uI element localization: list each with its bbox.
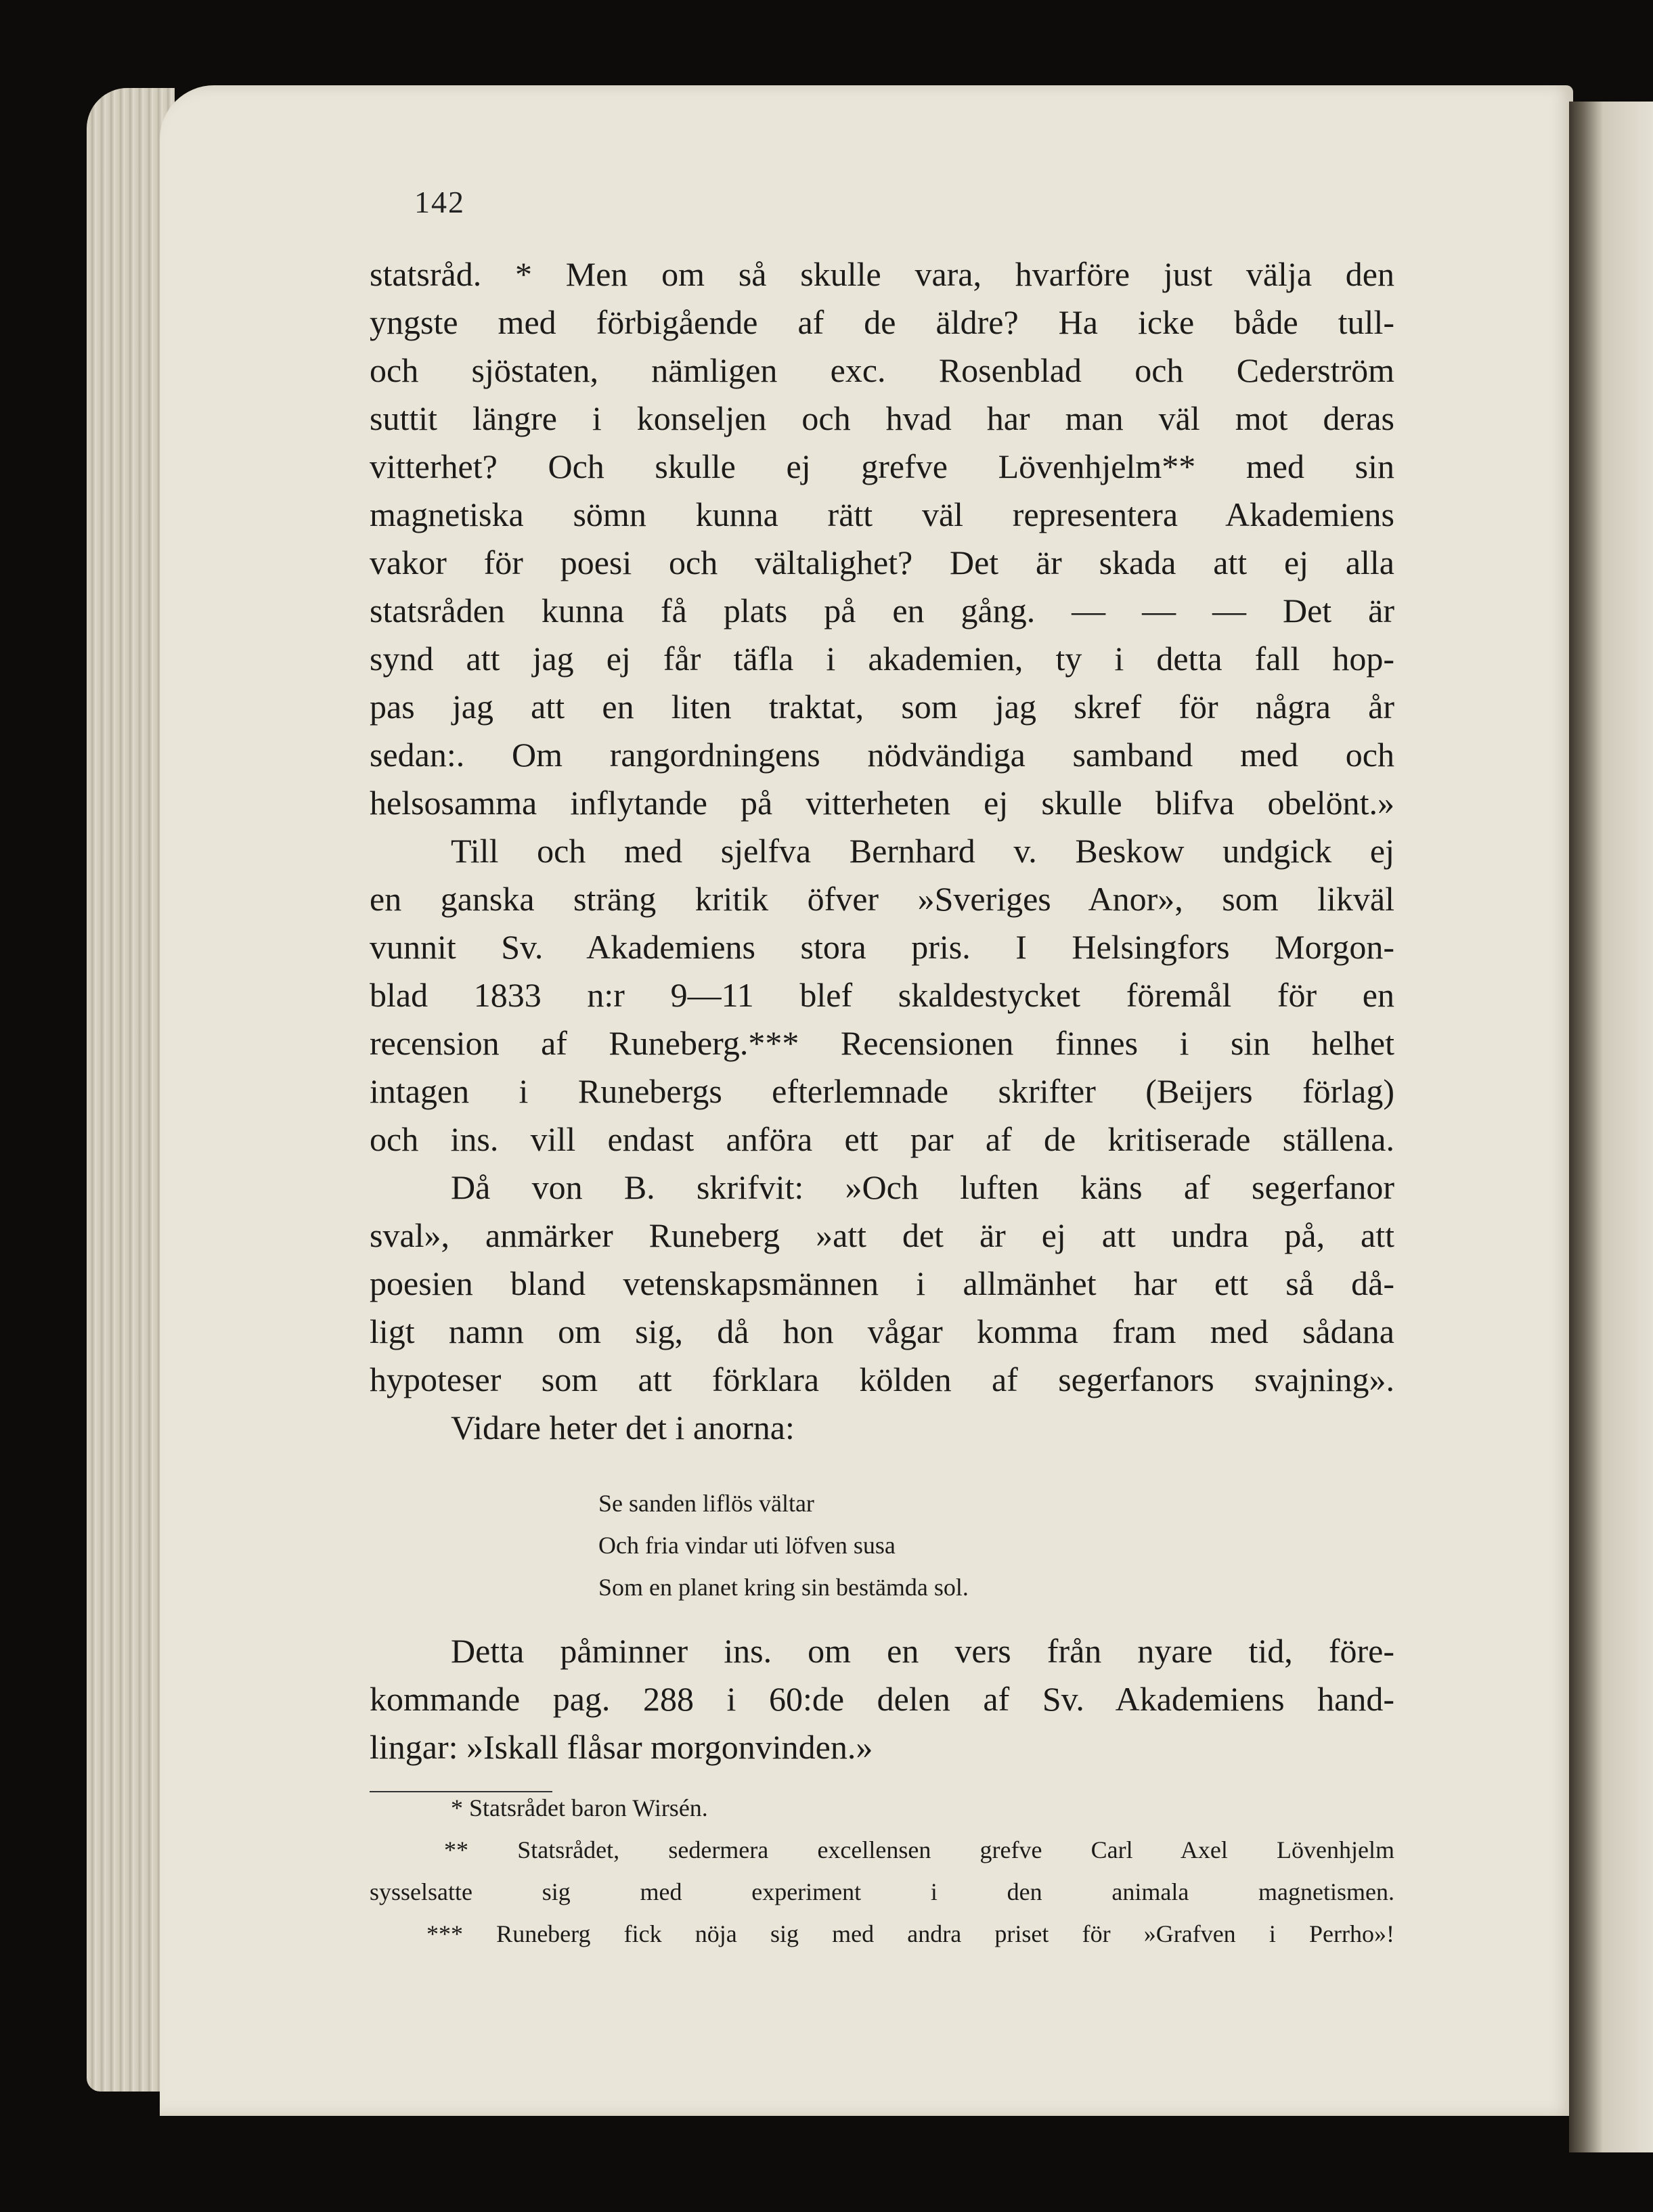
text-line: poesien bland vetenskapsmännen i allmänhet har ett så då- (370, 1264, 1394, 1302)
text-line: intagen i Runebergs efterlemnade skrifter (Beijers förlag) (370, 1072, 1394, 1110)
text-line: vunnit Sv. Akademiens stora pris. I Helsingfors Morgon- (370, 928, 1394, 966)
text-line: magnetiska sömn kunna rätt väl representera Akademiens (370, 495, 1394, 533)
text-line: Till och med sjelfva Bernhard v. Beskow undgick ej (451, 832, 1394, 870)
text-line: statsråd. * Men om så skulle vara, hvarföre just välja den (370, 255, 1394, 293)
text-line: Då von B. skrifvit: »Och luften käns af segerfanor (451, 1168, 1394, 1206)
footnote: * Statsrådet baron Wirsén. (451, 1794, 708, 1821)
text-line: och sjöstaten, nämligen exc. Rosenblad och Cederström (370, 351, 1394, 389)
footnote: sysselsatte sig med experiment i den animala magnetismen. (370, 1878, 1394, 1905)
page-number: 142 (414, 185, 465, 219)
verse-line: Som en planet kring sin bestämda sol. (598, 1574, 969, 1601)
text-line: statsråden kunna få plats på en gång. — — — Det är (370, 592, 1394, 629)
text-line: blad 1833 n:r 9—11 blef skaldestycket föremål för en (370, 976, 1394, 1014)
book-gutter (1569, 102, 1653, 2152)
text-line: yngste med förbigående af de äldre? Ha icke både tull- (370, 303, 1394, 341)
footnote: *** Runeberg fick nöja sig med andra priset för »Grafven i Perrho»! (426, 1920, 1394, 1947)
verse-line: Och fria vindar uti löfven susa (598, 1532, 896, 1559)
text-line: kommande pag. 288 i 60:de delen af Sv. Akademiens hand- (370, 1680, 1394, 1718)
footnote-rule (370, 1791, 552, 1792)
text-line: recension af Runeberg.*** Recensionen finnes i sin helhet (370, 1024, 1394, 1062)
text-line: hypoteser som att förklara kölden af segerfanors svajning». (370, 1361, 1394, 1398)
text-line: pas jag att en liten traktat, som jag skref för några år (370, 688, 1394, 726)
verse-line: Se sanden liflös vältar (598, 1490, 814, 1517)
text-line: suttit längre i konseljen och hvad har man väl mot deras (370, 399, 1394, 437)
footnote: ** Statsrådet, sedermera excellensen grefve Carl Axel Lövenhjelm (444, 1836, 1394, 1863)
text-line: sval», anmärker Runeberg »att det är ej att undra på, att (370, 1216, 1394, 1254)
text-line: synd att jag ej får täfla i akademien, ty i detta fall hop- (370, 640, 1394, 678)
text-line: Vidare heter det i anorna: (451, 1409, 795, 1446)
text-line: lingar: »Iskall flåsar morgonvinden.» (370, 1728, 873, 1766)
text-line: ligt namn om sig, då hon vågar komma fram med sådana (370, 1312, 1394, 1350)
text-line: sedan:. Om rangordningens nödvändiga samband med och (370, 736, 1394, 774)
text-line: en ganska sträng kritik öfver »Sveriges Anor», som likväl (370, 880, 1394, 918)
text-line: Detta påminner ins. om en vers från nyare tid, före- (451, 1632, 1394, 1670)
text-line: vakor för poesi och vältalighet? Det är skada att ej alla (370, 544, 1394, 581)
text-line: vitterhet? Och skulle ej grefve Lövenhjelm** med sin (370, 447, 1394, 485)
text-line: helsosamma inflytande på vitterheten ej skulle blifva obelönt.» (370, 784, 1394, 822)
text-line: och ins. vill endast anföra ett par af de kritiserade ställena. (370, 1120, 1394, 1158)
